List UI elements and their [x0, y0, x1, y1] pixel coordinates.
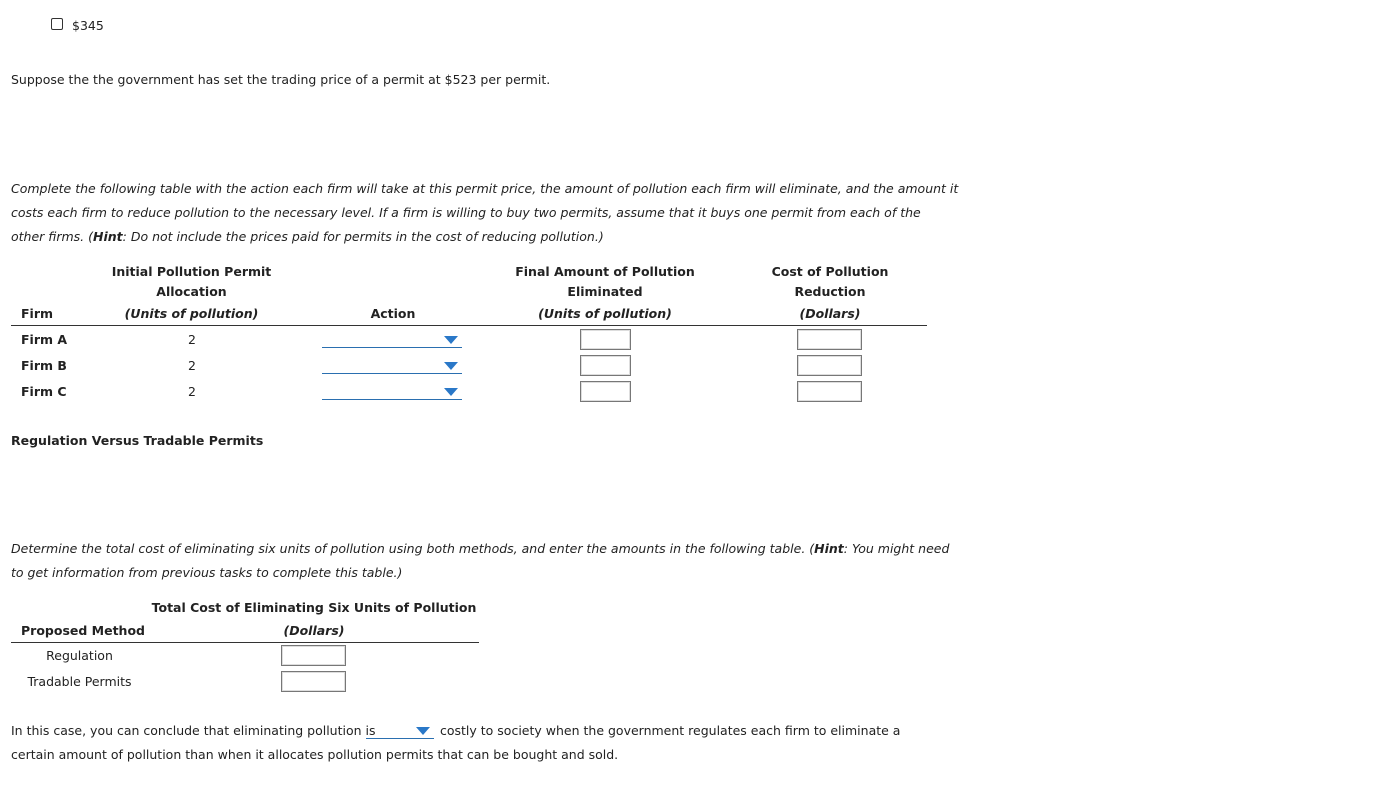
firm-c-cost-input[interactable]	[797, 381, 862, 402]
instructions-line-1: Complete the following table with the action each firm will take at this permit price, the amount of pollution each firm will eliminate, and the amount it	[11, 181, 959, 196]
firm-b-allocation: 2	[188, 358, 196, 373]
hint-label: Hint	[93, 229, 123, 244]
conclusion-text-pre: In this case, you can conclude that eliminating pollution is	[11, 723, 376, 738]
hint-label: Hint	[814, 541, 844, 556]
chevron-down-icon	[416, 727, 430, 735]
header-cost-unit: (Dollars)	[799, 306, 861, 321]
method-tradable-label: Tradable Permits	[27, 674, 132, 689]
firm-c-action-select[interactable]	[322, 385, 462, 400]
table1-header-rule	[11, 325, 927, 326]
firm-a-label: Firm A	[21, 332, 68, 347]
answer-option-label: $345	[72, 18, 104, 33]
tradable-total-cost-input[interactable]	[281, 671, 346, 692]
chevron-down-icon	[444, 336, 458, 344]
section-title: Regulation Versus Tradable Permits	[11, 433, 264, 448]
conclusion-text-line-2: certain amount of pollution than when it allocates pollution permits that can be bought and sold.	[11, 747, 619, 762]
header-proposed-method: Proposed Method	[21, 623, 145, 638]
header-final-amount: Final Amount of Pollution Eliminated	[515, 264, 695, 299]
firm-b-action-select[interactable]	[322, 359, 462, 374]
header-total-cost: Total Cost of Eliminating Six Units of Pollution	[151, 600, 477, 615]
header-total-cost-unit: (Dollars)	[283, 623, 345, 638]
answer-checkbox[interactable]	[51, 18, 63, 30]
firm-a-allocation: 2	[188, 332, 196, 347]
intro-text: Suppose the the government has set the trading price of a permit at $523 per permit.	[11, 72, 551, 87]
conclusion-text-post: costly to society when the government regulates each firm to eliminate a	[440, 723, 901, 738]
header-cost: Cost of Pollution Reduction	[771, 264, 889, 299]
firm-a-final-amount-input[interactable]	[580, 329, 631, 350]
instructions-line-2: costs each firm to reduce pollution to the necessary level. If a firm is willing to buy two permits, assume that it buys one permit from each of the	[11, 205, 921, 220]
firm-a-cost-input[interactable]	[797, 329, 862, 350]
firm-c-label: Firm C	[21, 384, 67, 399]
firm-c-allocation: 2	[188, 384, 196, 399]
firm-b-cost-input[interactable]	[797, 355, 862, 376]
header-initial-unit: (Units of pollution)	[124, 306, 259, 321]
firm-a-action-select[interactable]	[322, 333, 462, 348]
firm-b-final-amount-input[interactable]	[580, 355, 631, 376]
header-firm: Firm	[21, 306, 54, 321]
instructions-line-3: other firms. (Hint: Do not include the prices paid for permits in the cost of reducing pollution.)	[11, 229, 604, 244]
chevron-down-icon	[444, 388, 458, 396]
header-action: Action	[370, 306, 416, 321]
firm-c-final-amount-input[interactable]	[580, 381, 631, 402]
firm-b-label: Firm B	[21, 358, 67, 373]
header-initial-allocation: Initial Pollution Permit Allocation	[111, 264, 272, 299]
method-regulation-label: Regulation	[46, 648, 113, 663]
chevron-down-icon	[444, 362, 458, 370]
table2-header-rule	[11, 642, 479, 643]
header-final-unit: (Units of pollution)	[538, 306, 672, 321]
instructions2-line-1: Determine the total cost of eliminating six units of pollution using both methods, and enter the amounts in the following table. (Hint: You might need	[11, 541, 950, 556]
conclusion-cost-select[interactable]	[366, 724, 434, 739]
regulation-total-cost-input[interactable]	[281, 645, 346, 666]
instructions2-line-2: to get information from previous tasks to complete this table.)	[11, 565, 403, 580]
